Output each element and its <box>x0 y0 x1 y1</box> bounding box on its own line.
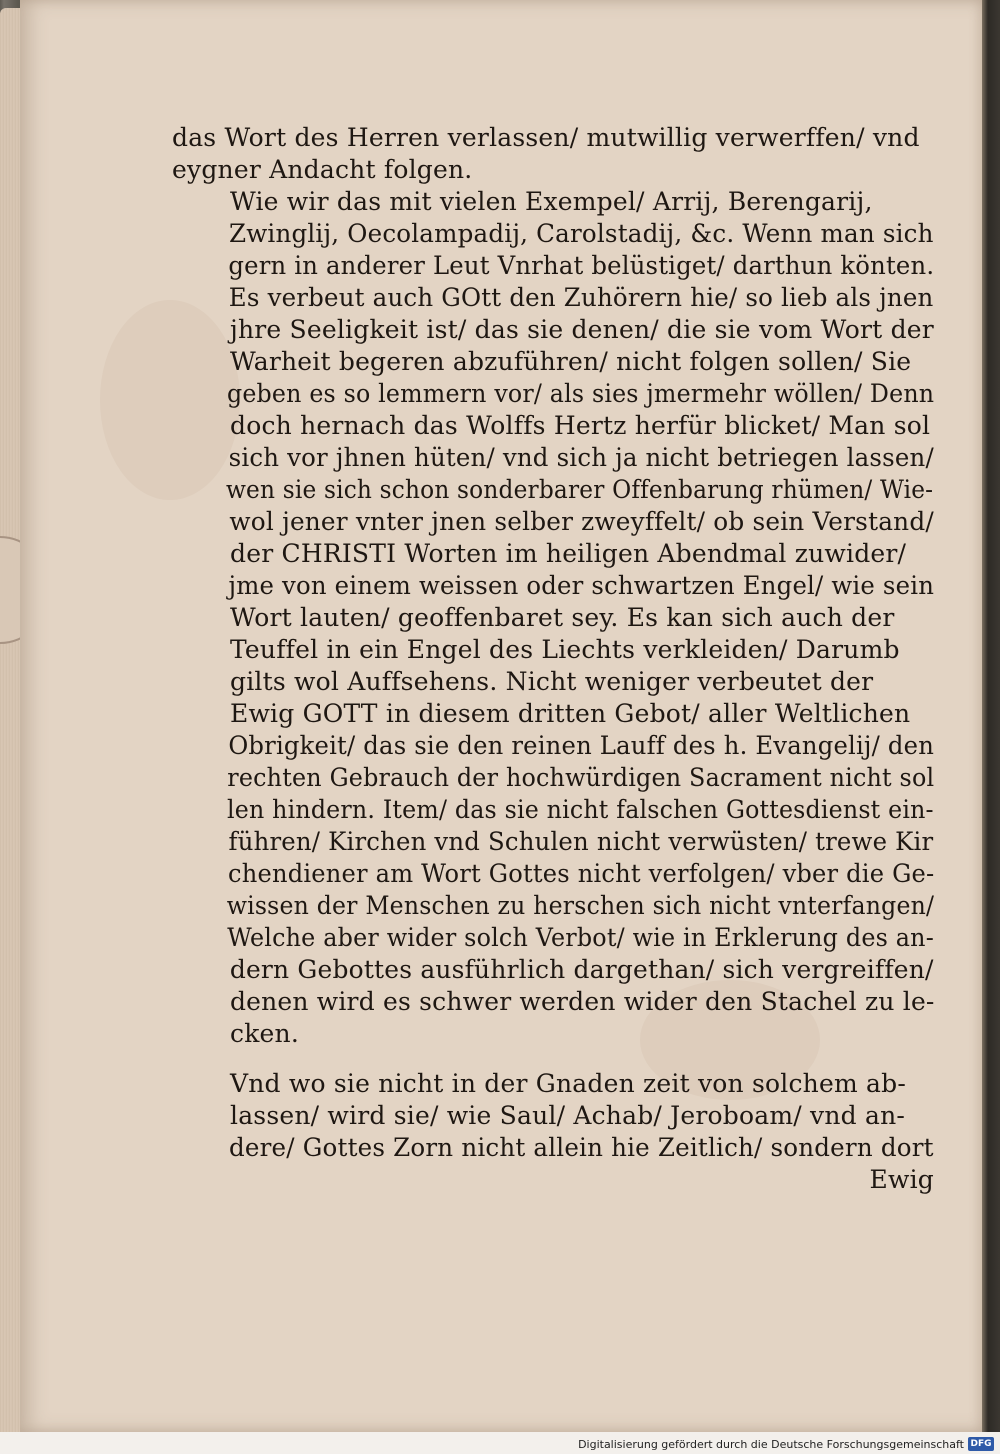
digitization-footer <box>0 1432 1000 1454</box>
text-line: eygner Andacht folgen. <box>172 155 473 184</box>
text-line: lassen/ wird sie/ wie Saul/ Achab/ Jeroboam/ vnd an- <box>230 1101 906 1130</box>
paragraph-1 <box>172 122 934 186</box>
text-line: wen sie sich schon sonderbarer Offenbarung rhümen/ Wie- <box>225 475 934 504</box>
text-line: jme von einem weissen oder schwartzen Engel/ wie sein <box>228 571 935 600</box>
paragraph-2 <box>172 186 934 1050</box>
dfg-logo-icon: DFG <box>968 1437 994 1451</box>
text-line: Obrigkeit/ das sie den reinen Lauff des h. Evangelij/ den <box>228 731 935 760</box>
text-line: der CHRISTI Worten im heiligen Abendmal zuwider/ <box>230 539 907 568</box>
text-line: rechten Gebrauch der hochwürdigen Sacrament nicht sol <box>227 763 935 792</box>
text-line: geben es so lemmern vor/ als sies jmermehr wöllen/ Denn <box>226 379 935 408</box>
text-line: Wie wir das mit vielen Exempel/ Arrij, Berengarij, <box>230 187 873 216</box>
text-line: doch hernach das Wolffs Hertz herfür blicket/ Man sol <box>230 411 931 440</box>
text-line: dere/ Gottes Zorn nicht allein hie Zeitlich/ sondern dort <box>228 1133 934 1162</box>
catchword: Ewig <box>869 1165 934 1194</box>
page-text-block <box>172 122 934 1196</box>
text-line: führen/ Kirchen vnd Schulen nicht verwüsten/ trewe Kir <box>228 827 934 856</box>
text-line: Warheit begeren abzuführen/ nicht folgen sollen/ Sie <box>230 347 912 376</box>
text-line: denen wird es schwer werden wider den Stachel zu le- <box>229 987 935 1016</box>
text-line: gern in anderer Leut Vnrhat belüstiget/ darthun könten. <box>228 251 935 280</box>
text-line: sich vor jhnen hüten/ vnd sich ja nicht betriegen lassen/ <box>228 443 934 472</box>
text-line: chendiener am Wort Gottes nicht verfolgen/ vber die Ge- <box>228 859 935 888</box>
funding-note: Digitalisierung gefördert durch die Deutsche Forschungsgemeinschaft <box>578 1438 964 1451</box>
text-line: cken. <box>230 1019 299 1048</box>
text-line: Teuffel in ein Engel des Liechts verkleiden/ Darumb <box>230 635 900 664</box>
text-line: len hindern. Item/ das sie nicht falschen Gottesdienst ein- <box>226 795 934 824</box>
text-line: Ewig GOTT in diesem dritten Gebot/ aller Weltlichen <box>230 699 911 728</box>
text-line: das Wort des Herren verlassen/ mutwillig verwerffen/ vnd <box>172 123 920 152</box>
text-line: dern Gebottes ausführlich dargethan/ sich vergreiffen/ <box>229 955 934 984</box>
paragraph-3 <box>172 1068 934 1164</box>
text-line: gilts wol Auffsehens. Nicht weniger verbeutet der <box>230 667 874 696</box>
text-line: Es verbeut auch GOtt den Zuhörern hie/ so lieb als jnen <box>228 283 934 312</box>
page-edges <box>0 8 22 1438</box>
text-line: Vnd wo sie nicht in der Gnaden zeit von solchem ab- <box>230 1069 906 1098</box>
text-line: Wort lauten/ geoffenbaret sey. Es kan sich auch der <box>230 603 895 632</box>
text-line: wol jener vnter jnen selber zweyffelt/ ob sein Verstand/ <box>229 507 934 536</box>
book-binding-edge <box>982 0 1000 1454</box>
text-line: Welche aber wider solch Verbot/ wie in Erklerung des an- <box>227 923 934 952</box>
text-line: Zwinglij, Oecolampadij, Carolstadij, &c. Wenn man sich <box>228 219 934 248</box>
text-line: wissen der Menschen zu herschen sich nicht vnterfangen/ <box>226 891 935 920</box>
text-line: jhre Seeligkeit ist/ das sie denen/ die sie vom Wort der <box>230 315 934 344</box>
